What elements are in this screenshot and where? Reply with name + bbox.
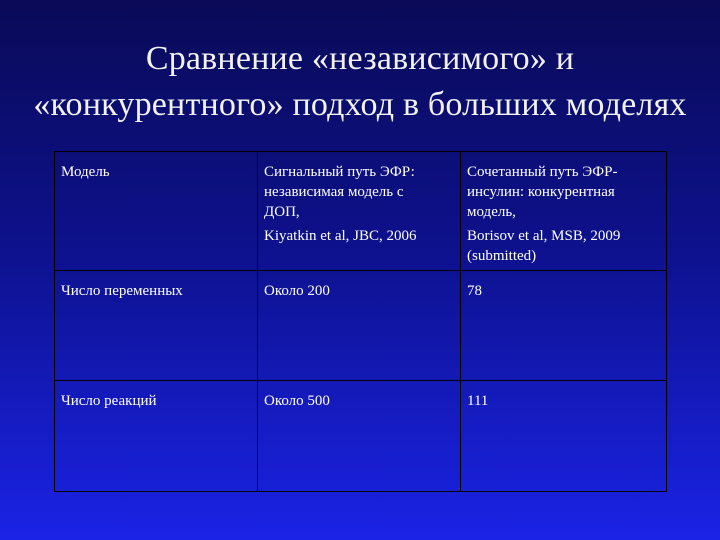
header-cell-model xyxy=(55,152,258,271)
row-label-reactions: Число реакций xyxy=(61,393,157,409)
variables-independent-value: Около 200 xyxy=(264,283,330,299)
header-cell-competitive-model xyxy=(461,152,667,271)
comparison-table xyxy=(54,151,667,492)
header-col3-reference-status: (submitted) xyxy=(467,248,537,264)
header-col2-line: Сигнальный путь ЭФР: xyxy=(264,164,415,180)
table-header-row xyxy=(55,152,667,271)
row-value-cell xyxy=(461,381,667,492)
row-value-cell xyxy=(258,271,461,381)
header-col3-line: Сочетанный путь ЭФР- xyxy=(467,164,618,180)
header-col2-line: независимая модель с xyxy=(264,184,404,200)
row-label-cell xyxy=(55,271,258,381)
header-col2-reference: Kiyatkin et al, JBC, 2006 xyxy=(264,228,417,244)
header-col2-line: ДОП, xyxy=(264,204,300,220)
header-col3-reference: Borisov et al, MSB, 2009 xyxy=(467,228,621,244)
slide-title-line-2: «конкурентного» подход в больших моделях xyxy=(33,86,687,123)
row-value-cell xyxy=(461,271,667,381)
row-label-cell xyxy=(55,381,258,492)
header-col3-line: инсулин: конкурентная xyxy=(467,184,615,200)
table-row xyxy=(55,271,667,381)
slide-title xyxy=(0,36,720,128)
row-value-cell xyxy=(258,381,461,492)
reactions-independent-value: Около 500 xyxy=(264,393,330,409)
header-model-label: Модель xyxy=(61,164,110,180)
variables-competitive-value: 78 xyxy=(467,283,482,299)
header-cell-independent-model xyxy=(258,152,461,271)
reactions-competitive-value: 111 xyxy=(467,393,489,409)
header-col3-line: модель, xyxy=(467,204,516,220)
table-row xyxy=(55,381,667,492)
row-label-variables: Число переменных xyxy=(61,283,183,299)
slide-title-line-1: Сравнение «независимого» и xyxy=(145,40,575,77)
